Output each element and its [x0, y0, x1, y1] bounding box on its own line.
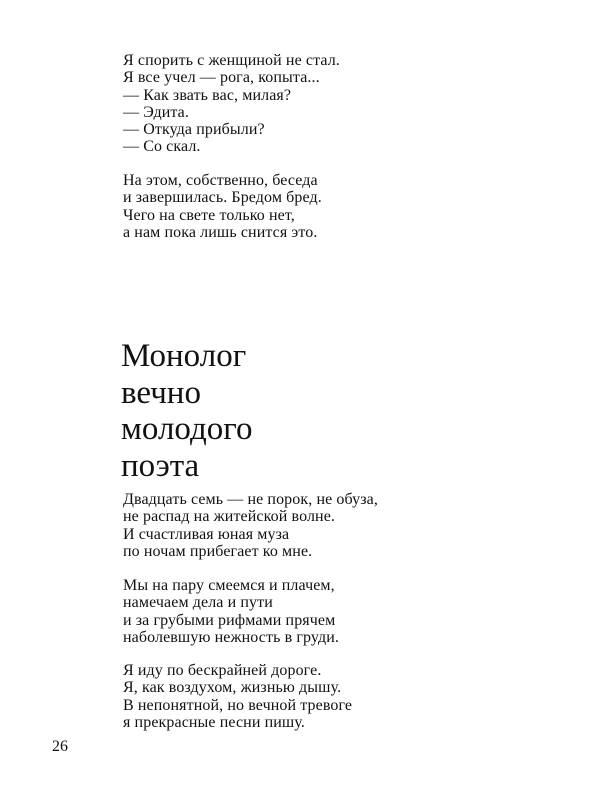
- poem-title-line: вечно: [121, 374, 201, 411]
- poem-line: Я иду по бескрайней дороге.: [123, 662, 322, 679]
- poem-line: наболевшую нежность в груди.: [123, 628, 339, 646]
- poem-line: — Откуда прибыли?: [123, 121, 265, 139]
- poem-line: Двадцать семь — не порок, не обуза,: [123, 491, 378, 508]
- poem-line: и за грубыми рифмами прячем: [123, 611, 336, 629]
- poem-line: Чего на свете только нет,: [123, 206, 295, 224]
- stanza-4: [123, 577, 339, 646]
- stanza-5: [123, 662, 352, 731]
- poem-line: Я все учел — рога, копыта...: [123, 69, 320, 87]
- poem-line: по ночам прибегает ко мне.: [123, 542, 313, 560]
- poem-line: я прекрасные песни пишу.: [123, 713, 305, 731]
- poem-line: На этом, собственно, беседа: [123, 172, 318, 189]
- poem-line: намечаем дела и пути: [123, 594, 273, 612]
- poem-title-line: Монолог: [121, 338, 247, 374]
- poem-line: — Как звать вас, милая?: [123, 86, 292, 104]
- poem-line: — Эдита.: [123, 103, 189, 121]
- poem-line: и завершилась. Бредом бред.: [123, 189, 322, 207]
- poem-line: а нам пока лишь снится это.: [123, 223, 318, 241]
- poem-line: не распад на житейской волне.: [123, 508, 336, 526]
- poem-line: В непонятной, но вечной тревоге: [123, 696, 353, 714]
- poem-title: [121, 338, 252, 484]
- poem-line: Я спорить с женщиной не стал.: [123, 52, 340, 69]
- poem-line: Мы на пару смеемся и плачем,: [123, 577, 335, 594]
- stanza-1: [123, 52, 340, 156]
- poem-line: — Со скал.: [123, 138, 201, 156]
- stanza-2: [123, 172, 322, 241]
- poem-title-line: поэта: [121, 447, 200, 484]
- page-number: 26: [52, 738, 68, 755]
- poem-line: И счастливая юная муза: [123, 525, 290, 543]
- poem-line: Я, как воздухом, жизнью дышу.: [123, 679, 342, 697]
- stanza-3: [123, 491, 378, 560]
- poem-title-line: молодого: [121, 411, 253, 447]
